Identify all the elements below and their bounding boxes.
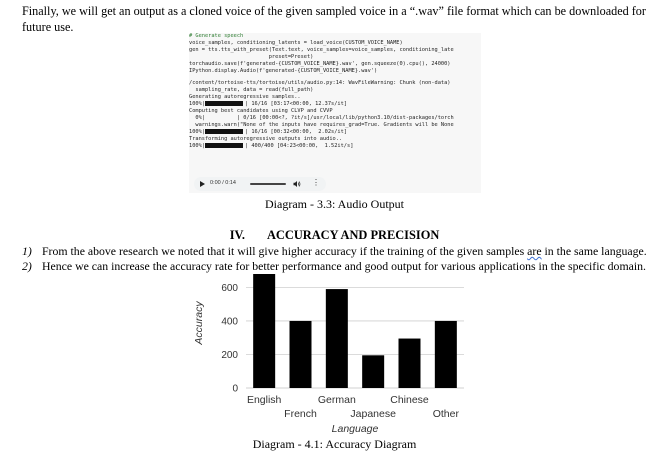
x-tick-label: Other [432, 408, 459, 420]
progress-bar [205, 129, 243, 134]
output-line [189, 101, 481, 108]
code-output-screenshot [189, 33, 481, 193]
audio-progress-track[interactable] [250, 183, 286, 185]
bar [399, 339, 421, 388]
y-tick-label: 200 [221, 349, 238, 361]
bar [326, 289, 348, 388]
cell-output [189, 80, 481, 151]
output-line: sampling_rate, data = read(full_path) [189, 86, 314, 93]
list-text: Hence we can increase the accuracy rate for better performance and good output for various applications in the specific domain. [42, 258, 646, 273]
section-heading [0, 228, 669, 243]
list-marker: 2) [22, 258, 32, 273]
code-line: gen = tts.tts_with_preset(Text.text, voice_samples=voice_samples, conditioning_late [189, 47, 454, 54]
code-cell [189, 33, 481, 76]
x-axis-label: Language [331, 423, 379, 434]
play-icon[interactable] [200, 181, 205, 187]
progress-bar [205, 143, 243, 148]
progress-prefix: 100%| [189, 143, 205, 150]
x-tick-label: Chinese [390, 394, 429, 406]
code-line: preset=Preset) [189, 54, 314, 61]
bar [253, 274, 275, 388]
y-tick-label: 600 [221, 282, 238, 294]
audio-player[interactable] [194, 177, 326, 191]
y-tick-label: 400 [221, 316, 238, 328]
list-item [22, 259, 662, 274]
list-text-end: in the same language. [541, 244, 647, 258]
spellcheck-word: are [527, 244, 542, 258]
x-tick-label: English [246, 394, 282, 406]
bar [435, 321, 457, 388]
findings-list [22, 244, 662, 273]
x-tick-label: French [284, 408, 317, 420]
bar [362, 355, 384, 388]
output-line: warnings.warn("None of the inputs have requires_grad=True. Gradients will be None [189, 122, 454, 129]
progress-bar [205, 101, 243, 106]
accuracy-chart-caption: Diagram - 4.1: Accuracy Diagram [252, 437, 417, 451]
output-line: Transforming autoregressive outputs into audio.. [189, 136, 343, 143]
list-marker: 1) [22, 244, 32, 258]
section-title: ACCURACY AND PRECISION [266, 228, 440, 242]
y-tick-label: 0 [232, 383, 238, 395]
progress-prefix: 100%| [189, 129, 205, 136]
code-line: # Generate speech [189, 33, 244, 39]
output-line [189, 129, 481, 136]
audio-output-caption: Diagram - 3.3: Audio Output [265, 197, 404, 211]
y-axis-label: Accuracy [193, 301, 205, 345]
output-line: Generating autoregressive samples.. [189, 93, 301, 100]
section-number: IV. [229, 228, 245, 242]
progress-prefix: 100%| [189, 100, 205, 107]
volume-icon[interactable] [293, 180, 301, 188]
more-vert-icon[interactable]: ⋮ [312, 178, 320, 187]
output-line: 0%| | 0/16 [00:00<?, ?it/s]/usr/local/lib/python3.10/dist-packages/torch [189, 115, 454, 122]
output-line: Computing best candidates using CLVP and CVVP [189, 107, 333, 114]
bar [290, 321, 312, 388]
accuracy-bar-chart [186, 272, 476, 434]
progress-text: | 400/400 [04:23<00:00, 1.52it/s] [244, 143, 354, 150]
x-tick-label: Japanese [350, 408, 396, 420]
output-line: /content/tortoise-tts/tortoise/utils/audio.py:14: WavFileWarning: Chunk (non-data) [189, 79, 451, 86]
list-item [22, 244, 662, 259]
progress-text: | 16/16 [00:32<00:00, 2.02s/it] [244, 129, 348, 136]
code-line: voice_samples, conditioning_latents = load_voice(CUSTOM_VOICE_NAME) [189, 40, 403, 47]
output-line [189, 143, 481, 150]
code-line: IPython.display.Audio(f'generated-{CUSTOM_VOICE_NAME}.wav') [189, 68, 378, 75]
progress-text: | 16/16 [03:17<00:00, 12.37s/it] [244, 100, 348, 107]
intro-paragraph: Finally, we will get an output as a cloned voice of the given sampled voice in a “.wav” file format which can be downloaded for future use. [22, 4, 646, 34]
audio-time: 0:00 / 0:14 [210, 180, 236, 186]
list-text: From the above research we noted that it will give higher accuracy if the training of the given samples [42, 244, 528, 258]
x-tick-label: German [317, 394, 356, 406]
code-line: torchaudio.save(f'generated-{CUSTOM_VOICE_NAME}.wav', gen.squeeze(0).cpu(), 24000) [189, 61, 451, 68]
